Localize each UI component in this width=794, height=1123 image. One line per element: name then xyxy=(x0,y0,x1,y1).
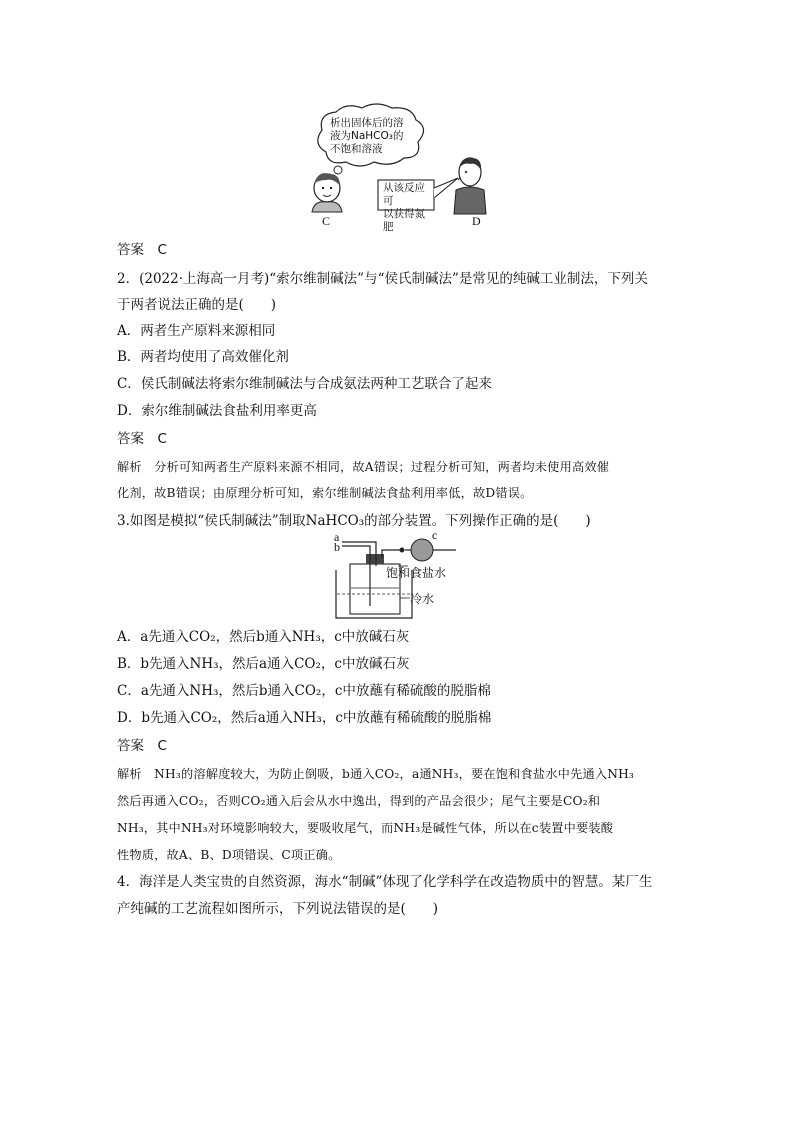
q2-option-c: C．侯氏制碱法将索尔维制碱法与合成氨法两种工艺联合了起来 xyxy=(117,376,492,392)
q3-explanation-line-2: 然后再通入CO₂，否则CO₂通入后会从水中逸出，得到的产品会很少；尾气主要是CO₂和 xyxy=(117,794,601,808)
q4-stem-line-2: 产纯碱的工艺流程如图所示，下列说法错误的是( ) xyxy=(117,901,439,917)
speech-box-text xyxy=(383,182,435,234)
q2-answer: 答案 C xyxy=(117,431,167,447)
bubble-line-2: 液为NaHCO₃的 xyxy=(330,130,404,142)
apparatus-label-b: b xyxy=(334,540,340,554)
speech-line-2: 以获得氮肥 xyxy=(383,208,425,233)
q3-stem: 3.如图是模拟“侯氏制碱法”制取NaHCO₃的部分装置。下列操作正确的是( ) xyxy=(117,513,591,529)
q3-option-d: D．b先通入CO₂，然后a通入NH₃，c中放蘸有稀硫酸的脱脂棉 xyxy=(117,710,492,726)
q3-explanation-line-1: 解析 NH₃的溶解度较大，为防止倒吸，b通入CO₂，a通NH₃，要在饱和食盐水中先通入NH₃ xyxy=(117,767,635,781)
q3-answer: 答案 C xyxy=(117,738,167,754)
label-c: C xyxy=(322,214,331,228)
thought-bubble-text xyxy=(330,117,420,156)
q2-option-b: B．两者均使用了高效催化剂 xyxy=(117,349,289,365)
apparatus-label-c: c xyxy=(432,528,438,542)
q2-option-a: A．两者生产原料来源相同 xyxy=(117,323,276,339)
q1-answer: 答案 C xyxy=(117,242,167,258)
apparatus-label-brine: 饱和食盐水 xyxy=(386,566,447,580)
q3-option-a: A．a先通入CO₂，然后b通入NH₃，c中放碱石灰 xyxy=(117,629,410,645)
q3-option-b: B．b先通入NH₃，然后a通入CO₂，c中放碱石灰 xyxy=(117,656,410,672)
q3-explanation-line-3: NH₃，其中NH₃对环境影响较大，要吸收尾气，而NH₃是碱性气体，所以在c装置中要装酸 xyxy=(117,821,614,835)
bubble-line-3: 不饱和溶液 xyxy=(330,143,383,155)
people-figure xyxy=(300,100,500,233)
q2-explanation-line-2: 化剂，故B错误；由原理分析可知，索尔维制碱法食盐利用率低，故D错误。 xyxy=(117,486,533,500)
label-d: D xyxy=(472,214,481,228)
q2-explanation-line-1: 解析 分析可知两者生产原料来源不相同，故A错误；过程分析可知，两者均未使用高效催 xyxy=(117,460,610,474)
q2-option-d: D．索尔维制碱法食盐利用率更高 xyxy=(117,403,317,419)
apparatus-figure xyxy=(330,528,465,621)
q3-option-c: C．a先通入NH₃，然后b通入CO₂，c中放蘸有稀硫酸的脱脂棉 xyxy=(117,683,491,699)
speech-line-1: 从该反应可 xyxy=(383,182,425,207)
q4-stem-line-1: 4．海洋是人类宝贵的自然资源，海水“制碱”体现了化学科学在改造物质中的智慧。某厂生 xyxy=(117,874,653,890)
apparatus-label-a: a xyxy=(334,530,340,544)
q2-stem-line-2: 于两者说法正确的是( ) xyxy=(117,297,277,313)
apparatus-label-cold-water: 冷水 xyxy=(410,592,435,606)
bubble-line-1: 析出固体后的溶 xyxy=(330,117,404,129)
q2-stem-line-1: 2．(2022·上海高一月考)“索尔维制碱法”与“侯氏制碱法”是常见的纯碱工业制法，下列关 xyxy=(117,271,648,287)
q3-explanation-line-4: 性物质，故A、B、D项错误、C项正确。 xyxy=(117,848,341,862)
